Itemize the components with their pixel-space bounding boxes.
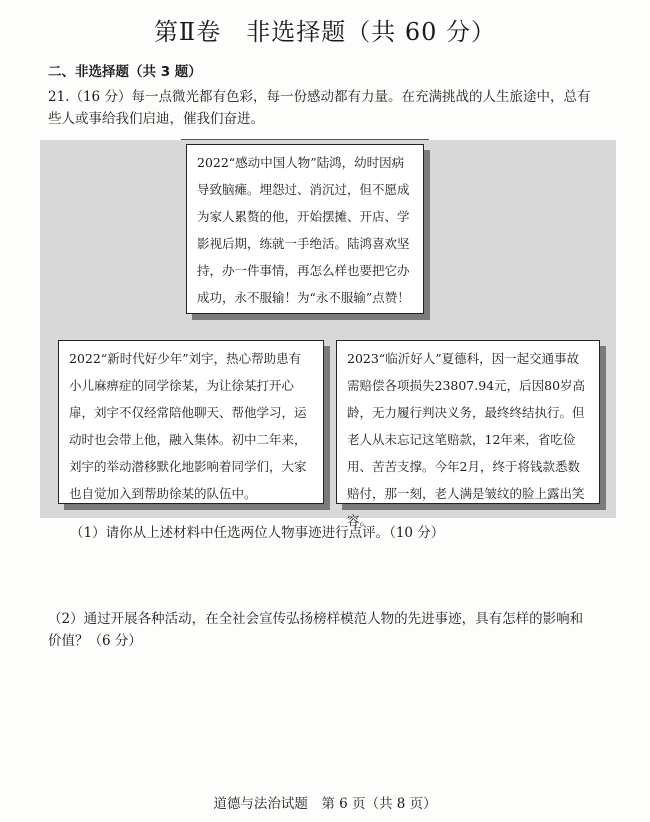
material-card-liu-yu: 2022“新时代好少年”刘宇，热心帮助患有小儿麻痹症的同学徐某，为让徐某打开心扉，刘宇不仅经常陪他聊天、帮他学习，运动时也会带上他，融入集体。初中二年来，刘宇的举动潜移默化地影响着同学们，大家也自觉加入到帮助徐某的队伍中。	[58, 340, 324, 504]
material-card-lu-hong: 2022“感动中国人物”陆鸿，幼时因病导致脑瘫。埋怨过、消沉过，但不愿成为家人累赘的他，开始摆摊、开店、学影视后期，练就一手绝活。陆鸿喜欢坚持，办一件事情，再怎么样也要把它办成功，永不服输！为“永不服输”点赞！	[186, 144, 424, 314]
materials-panel	[40, 140, 616, 528]
page-title: 第Ⅱ卷 非选择题（共 60 分）	[153, 18, 497, 46]
section-title: 二、非选择题（共 3 题）	[48, 64, 202, 80]
question-stem: 21.（16 分）每一点微光都有色彩，每一份感动都有力量。在充满挑战的人生旅途中，总有些人或事给我们启迪，催我们奋进。	[48, 89, 591, 127]
sub-question-2: （2）通过开展各种活动，在全社会宣传弘扬榜样模范人物的先进事迹，具有怎样的影响和价值？（6 分）	[48, 611, 584, 649]
material-card-xia-deke: 2023“临沂好人”夏德科，因一起交通事故需赔偿各项损失23807.94元，后因80岁高龄，无力履行判决义务，最终终结执行。但老人从未忘记这笔赔款，12年来，省吃俭用、苦苦支撑。今年2月，终于将钱款悉数赔付，那一刻，老人满是皱纹的脸上露出笑容。	[336, 340, 600, 504]
sub-question-1: （1）请你从上述材料中任选两位人物事迹进行点评。（10 分）	[70, 525, 445, 541]
page-footer: 道德与法治试题 第 6 页（共 8 页）	[213, 796, 437, 812]
